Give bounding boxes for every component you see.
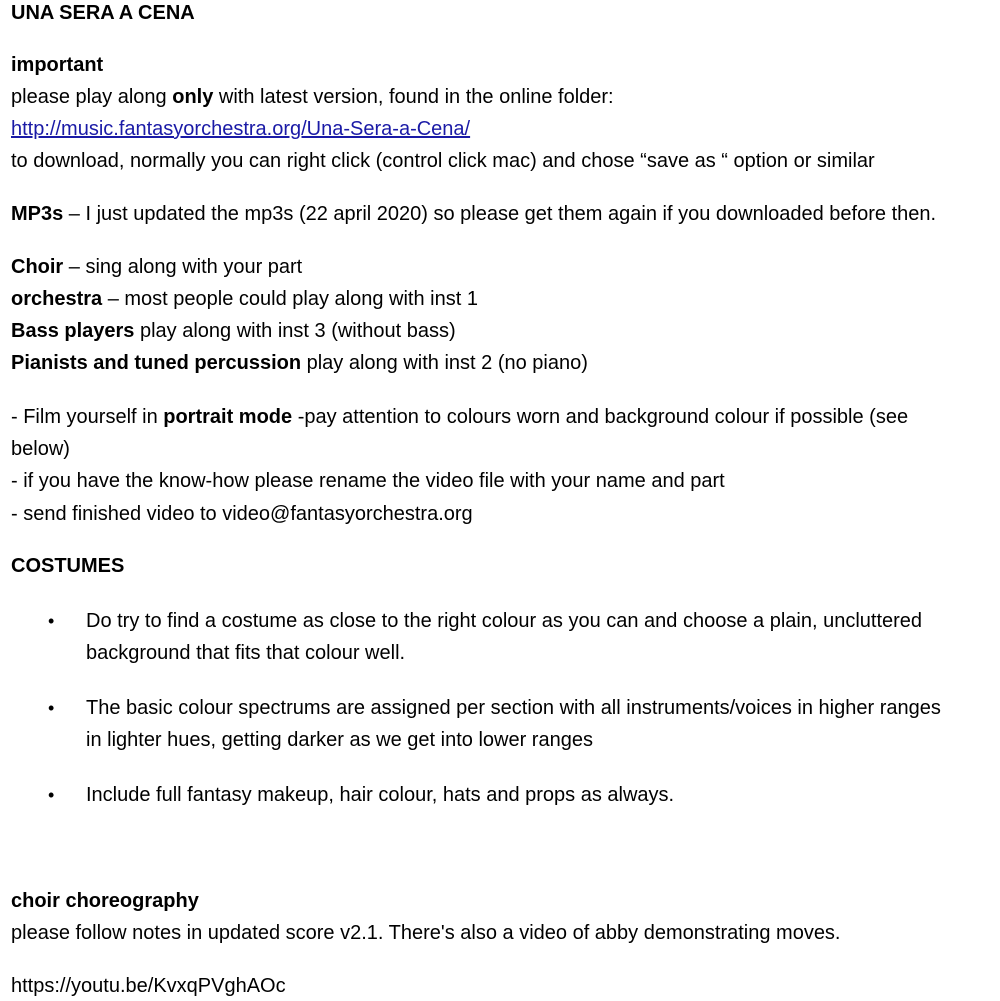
important-line-1-bold: only <box>172 86 214 108</box>
part-line-orchestra <box>11 286 478 312</box>
film-line-1 <box>11 404 908 430</box>
bullet-icon: • <box>48 698 55 718</box>
film-line-4: - send finished video to video@fantasyorchestra.org <box>11 503 473 525</box>
film-line-1-bold: portrait mode <box>163 406 293 428</box>
part-label: Bass players <box>11 320 135 342</box>
part-text: play along with inst 3 (without bass) <box>134 320 456 342</box>
part-label: Pianists and tuned percussion <box>11 352 302 374</box>
part-line-pianists <box>11 350 588 376</box>
film-line-1-post: -pay attention to colours worn and background colour if possible (see <box>292 406 909 428</box>
mp3-label: MP3s <box>11 203 64 225</box>
part-line-bass <box>11 318 456 344</box>
important-heading: important <box>11 54 104 76</box>
choreography-video-url[interactable]: https://youtu.be/KvxqPVghAOc <box>11 975 286 997</box>
mp3-text: – I just updated the mp3s (22 april 2020) so please get them again if you downloaded before then. <box>63 203 937 225</box>
mp3-note <box>11 201 936 227</box>
part-label: orchestra <box>11 288 103 310</box>
costume-item-2-line-2: in lighter hues, getting darker as we get into lower ranges <box>86 729 593 751</box>
film-line-2: below) <box>11 438 70 460</box>
bullet-icon: • <box>48 785 55 805</box>
download-instructions: to download, normally you can right click (control click mac) and chose “save as “ option or similar <box>11 150 875 172</box>
part-label: Choir <box>11 256 64 278</box>
important-line-1 <box>11 84 614 110</box>
choreography-text: please follow notes in updated score v2.1. There's also a video of abby demonstrating moves. <box>11 922 841 944</box>
costume-item-2-line-1: The basic colour spectrums are assigned per section with all instruments/voices in higher ranges <box>86 697 941 719</box>
folder-link[interactable]: http://music.fantasyorchestra.org/Una-Sera-a-Cena/ <box>11 118 471 140</box>
part-line-choir <box>11 254 302 280</box>
costume-item-1-line-1: Do try to find a costume as close to the right colour as you can and choose a plain, uncluttered <box>86 610 923 632</box>
bullet-icon: • <box>48 611 55 631</box>
folder-link-line <box>11 116 470 142</box>
part-text: play along with inst 2 (no piano) <box>301 352 588 374</box>
film-line-1-pre: - Film yourself in <box>11 406 164 428</box>
document-title: UNA SERA A CENA <box>11 2 195 24</box>
part-text: – most people could play along with inst 1 <box>102 288 478 310</box>
important-line-1-pre: please play along <box>11 86 173 108</box>
film-line-3: - if you have the know-how please rename the video file with your name and part <box>11 470 725 492</box>
part-text: – sing along with your part <box>63 256 303 278</box>
costume-item-3-line-1: Include full fantasy makeup, hair colour, hats and props as always. <box>86 784 675 806</box>
choreography-heading: choir choreography <box>11 890 199 912</box>
costumes-heading: COSTUMES <box>11 555 125 577</box>
costume-item-1-line-2: background that fits that colour well. <box>86 642 406 664</box>
important-line-1-post: with latest version, found in the online folder: <box>213 86 614 108</box>
